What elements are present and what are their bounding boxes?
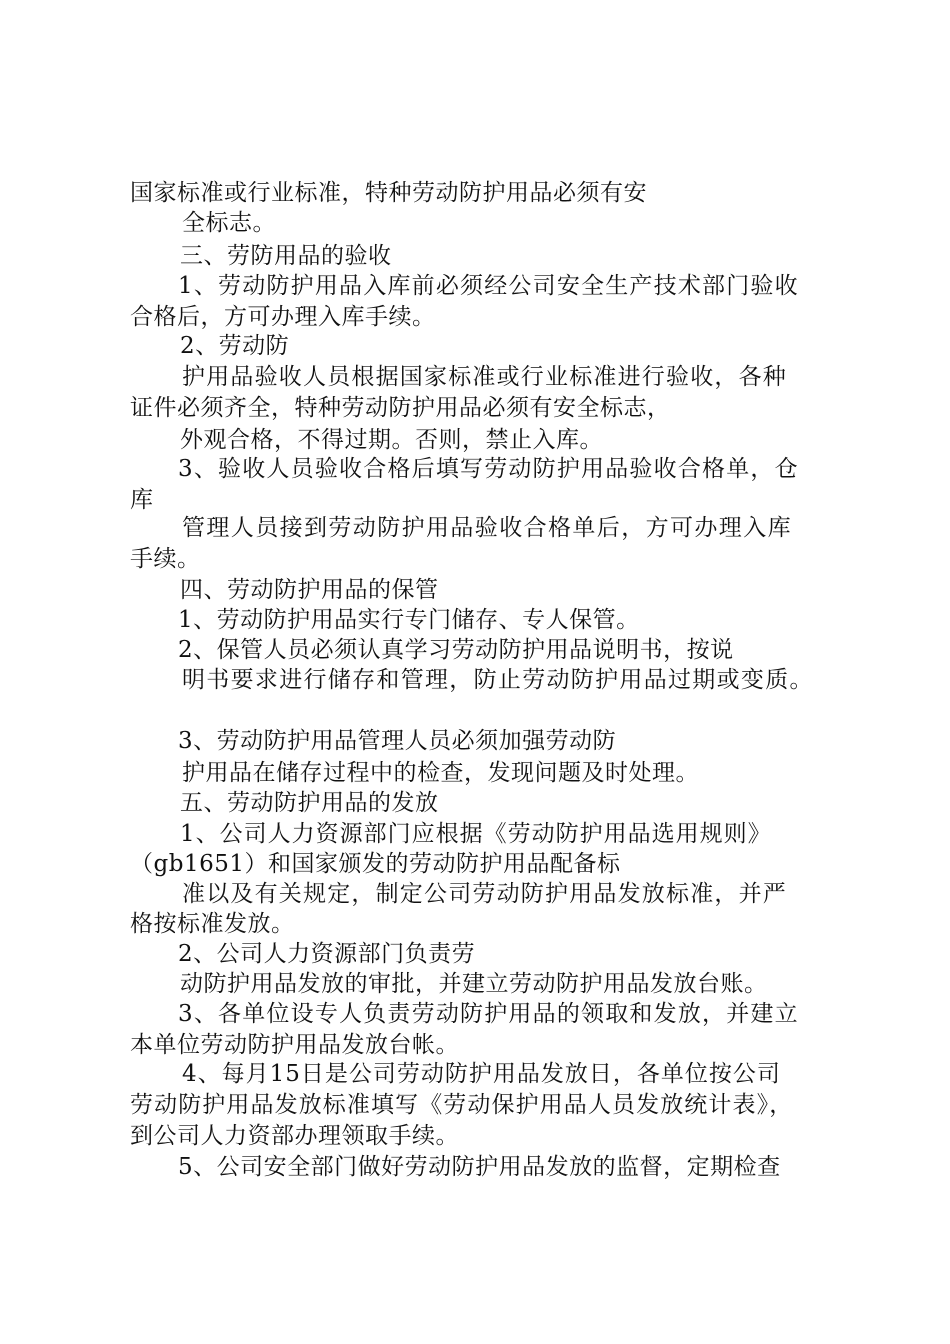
text-line: 5、公司安全部门做好劳动防护用品发放的监督，定期检查 <box>178 1154 781 1180</box>
section-heading: 四、劳动防护用品的保管 <box>180 577 439 603</box>
section-heading: 三、劳防用品的验收 <box>180 243 392 269</box>
text-line: 4、每月15日是公司劳动防护用品发放日，各单位按公司 <box>182 1061 781 1087</box>
text-line: 证件必须齐全，特种劳动防护用品必须有安全标志， <box>130 395 671 421</box>
text-line: 全标志。 <box>182 210 276 236</box>
text-line: 1、公司人力资源部门应根据《劳动防护用品选用规则》 <box>180 821 772 847</box>
text-line: 本单位劳动防护用品发放台帐。 <box>130 1032 459 1058</box>
text-line: 3、各单位设专人负责劳动防护用品的领取和发放，并建立 <box>178 1001 799 1027</box>
text-line: 国家标准或行业标准，特种劳动防护用品必须有安 <box>130 180 647 206</box>
text-line: 护用品验收人员根据国家标准或行业标准进行验收，各种 <box>182 364 787 390</box>
text-line: 准以及有关规定，制定公司劳动防护用品发放标准，并严 <box>182 881 787 907</box>
text-line: （gb1651）和国家颁发的劳动防护用品配备标 <box>130 851 621 877</box>
text-line: 护用品在储存过程中的检查，发现问题及时处理。 <box>182 760 699 786</box>
text-line: 手续。 <box>130 546 201 572</box>
text-line: 合格后，方可办理入库手续。 <box>130 304 436 330</box>
text-line: 库 <box>130 487 154 513</box>
text-line: 动防护用品发放的审批，并建立劳动防护用品发放台账。 <box>180 971 768 997</box>
text-line: 到公司人力资部办理领取手续。 <box>130 1123 459 1149</box>
text-line: 2、保管人员必须认真学习劳动防护用品说明书，按说 <box>178 637 734 663</box>
text-line: 管理人员接到劳动防护用品验收合格单后，方可办理入库 <box>182 515 792 541</box>
text-line: 2、劳动防 <box>180 333 290 359</box>
text-line: 3、劳动防护用品管理人员必须加强劳动防 <box>178 728 617 754</box>
text-line: 2、公司人力资源部门负责劳 <box>178 941 476 967</box>
text-line: 3、验收人员验收合格后填写劳动防护用品验收合格单，仓 <box>178 456 799 482</box>
text-line: 1、劳动防护用品实行专门储存、专人保管。 <box>178 607 640 633</box>
text-line: 明书要求进行储存和管理，防止劳动防护用品过期或变质。 <box>182 667 814 693</box>
text-line: 外观合格，不得过期。否则，禁止入库。 <box>180 427 603 453</box>
text-line: 劳动防护用品发放标准填写《劳动保护用品人员发放统计表》， <box>130 1092 794 1118</box>
section-heading: 五、劳动防护用品的发放 <box>180 790 439 816</box>
text-line: 格按标准发放。 <box>130 911 295 937</box>
text-line: 1、劳动防护用品入库前必须经公司安全生产技术部门验收 <box>178 273 799 299</box>
